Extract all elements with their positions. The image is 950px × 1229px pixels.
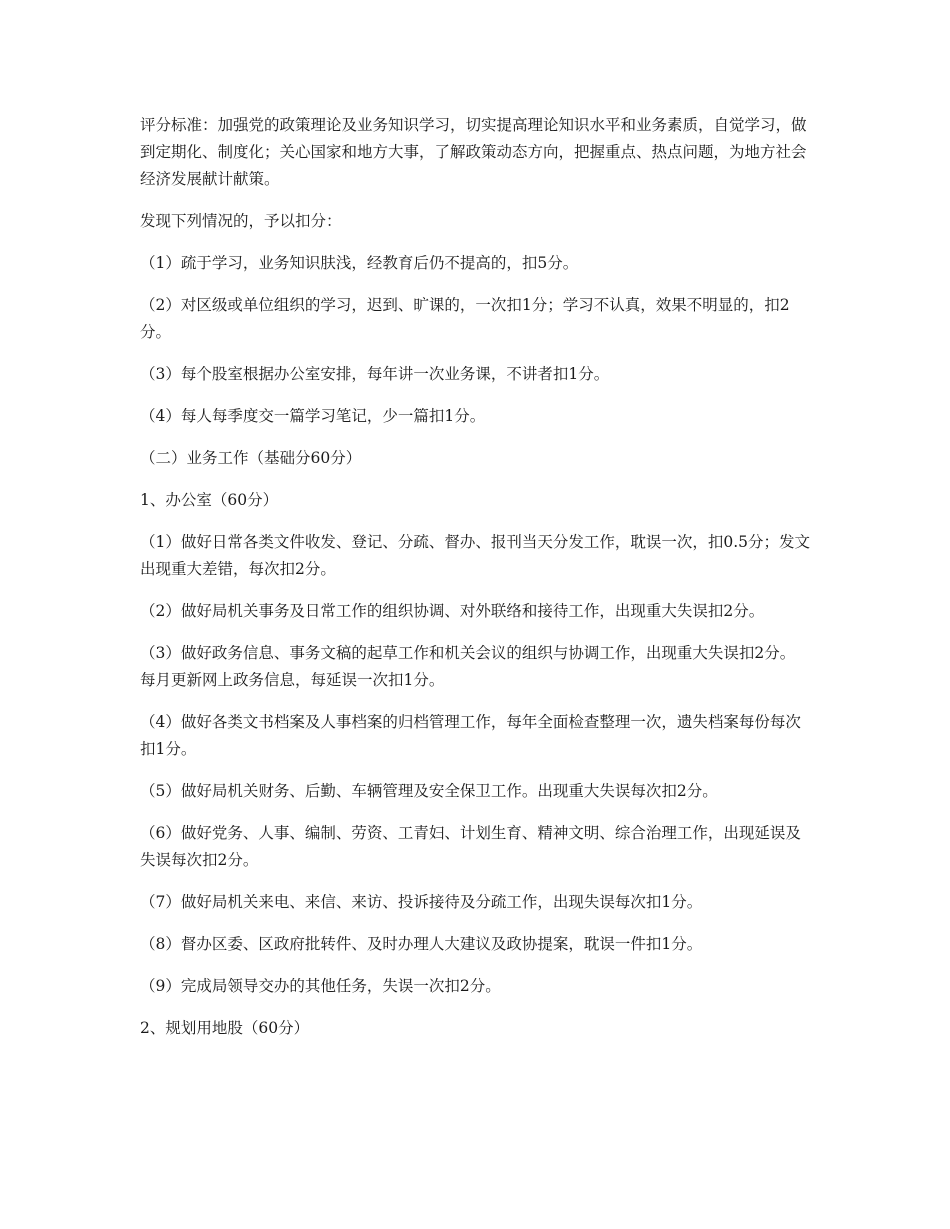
paragraph-office-item-9: （9）完成局领导交办的其他任务，失误一次扣2分。 (140, 977, 501, 995)
paragraph-office-item-2: （2）做好局机关事务及日常工作的组织协调、对外联络和接待工作，出现重大失误扣2分。 (140, 602, 765, 620)
paragraph-item-2: （2）对区级或单位组织的学习，迟到、旷课的，一次扣1分；学习不认真，效果不明显的，扣2分。 (140, 296, 790, 341)
paragraph-office-item-8: （8）督办区委、区政府批转件、及时办理人大建议及政协提案，耽误一件扣1分。 (140, 935, 703, 953)
paragraph-office-item-7: （7）做好局机关来电、来信、来访、投诉接待及分疏工作，出现失误每次扣1分。 (140, 893, 703, 911)
paragraph-office-item-3: （3）做好政务信息、事务文稿的起草工作和机关会议的组织与协调工作，出现重大失误扣2分。每月更新网上政务信息，每延误一次扣1分。 (140, 644, 796, 689)
paragraph-item-3: （3）每个股室根据办公室安排，每年讲一次业务课，不讲者扣1分。 (140, 365, 610, 383)
paragraph-item-4: （4）每人每季度交一篇学习笔记，少一篇扣1分。 (140, 407, 486, 425)
paragraph-office-item-4: （4）做好各类文书档案及人事档案的归档管理工作，每年全面检查整理一次，遗失档案每份每次扣1分。 (140, 713, 801, 758)
paragraph-deduction-intro: 发现下列情况的，予以扣分： (140, 212, 342, 230)
document-body (140, 112, 810, 1057)
paragraph-criteria: 评分标准：加强党的政策理论及业务知识学习，切实提高理论知识水平和业务素质，自觉学习，做到定期化、制度化；关心国家和地方大事，了解政策动态方向，把握重点、热点问题，为地方社会经济发展献计献策。 (140, 116, 807, 188)
paragraph-office-item-6: （6）做好党务、人事、编制、劳资、工青妇、计划生育、精神文明、综合治理工作，出现延误及失误每次扣2分。 (140, 824, 801, 869)
paragraph-item-1: （1）疏于学习，业务知识肤浅，经教育后仍不提高的，扣5分。 (140, 254, 579, 272)
section-heading-business-work: （二）业务工作（基础分60分） (140, 449, 362, 467)
paragraph-office-item-5: （5）做好局机关财务、后勤、车辆管理及安全保卫工作。出现重大失误每次扣2分。 (140, 782, 718, 800)
subsection-heading-office: 1、办公室（60分） (140, 491, 279, 509)
subsection-heading-planning-land: 2、规划用地股（60分） (140, 1019, 310, 1037)
paragraph-office-item-1: （1）做好日常各类文件收发、登记、分疏、督办、报刊当天分发工作，耽误一次，扣0.5分；发文出现重大差错，每次扣2分。 (140, 533, 811, 578)
